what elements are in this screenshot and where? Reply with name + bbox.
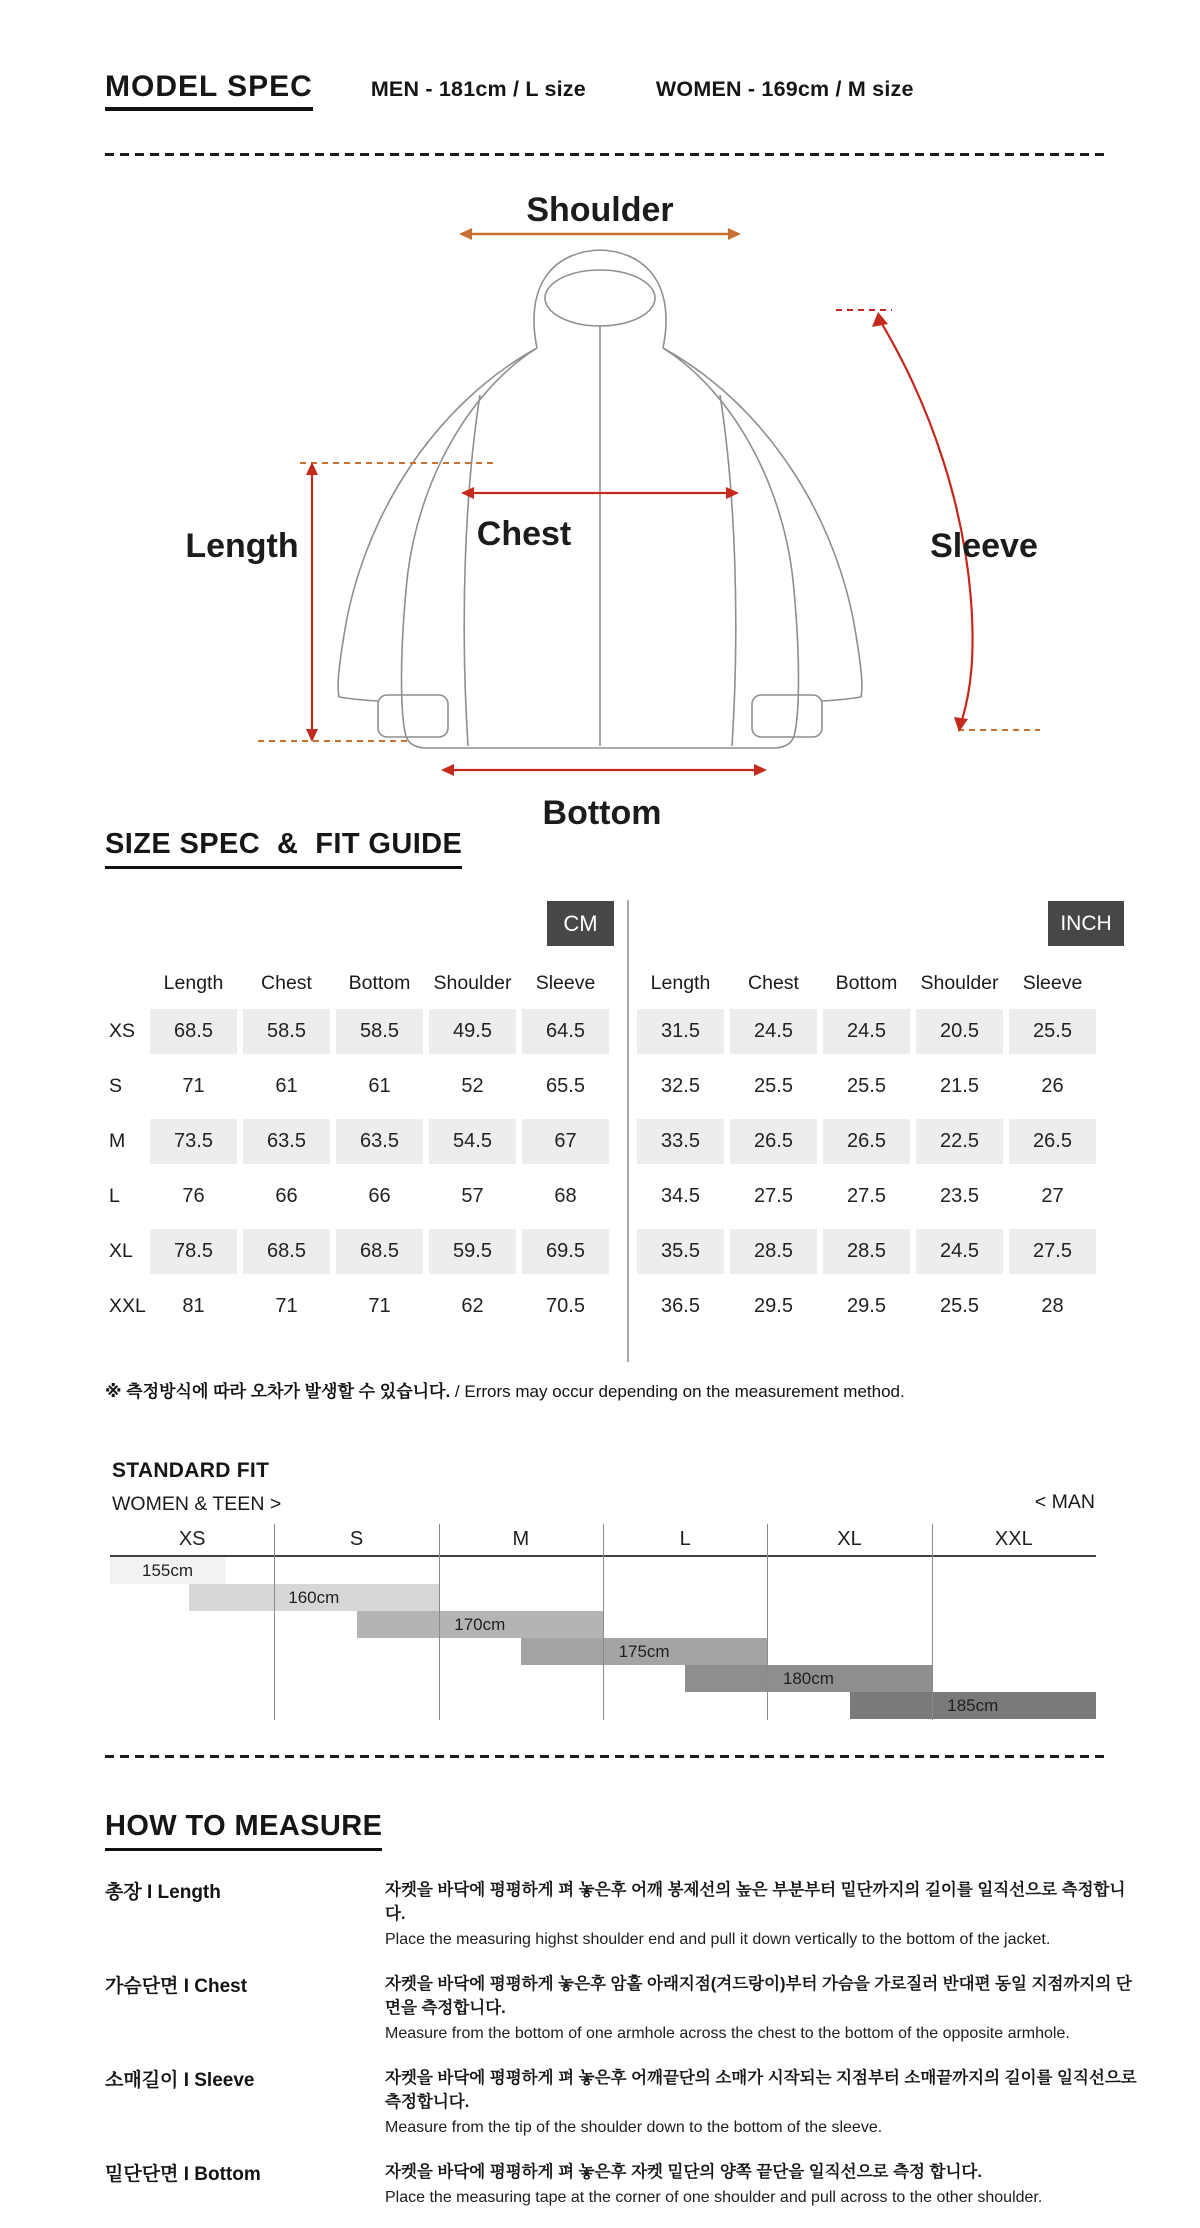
size-value: 25.5 — [847, 1075, 886, 1097]
measure-row-label: 가슴단면 I Chest — [105, 1976, 248, 1997]
measure-row-label: 소매길이 I Sleeve — [105, 2070, 255, 2091]
size-value-cell — [727, 1224, 820, 1279]
size-label: XL — [109, 1240, 133, 1262]
size-label: S — [109, 1075, 123, 1097]
size-value-cell — [913, 1279, 1006, 1334]
jacket-diagram — [0, 190, 1200, 840]
size-value-cell — [426, 1114, 519, 1169]
fit-chart-column-divider — [767, 1524, 768, 1720]
size-value: 52 — [461, 1075, 484, 1097]
column-header: Chest — [748, 971, 799, 994]
size-value: 66 — [368, 1185, 391, 1207]
size-value: 69.5 — [522, 1229, 609, 1274]
table-row — [634, 1059, 1099, 1114]
size-value-cell — [519, 1114, 612, 1169]
cm-unit-badge: CM — [547, 901, 614, 946]
measure-row — [105, 2158, 1140, 2207]
table-row — [634, 1224, 1099, 1279]
fit-chart-bars — [110, 1557, 1096, 1720]
model-spec-men: MEN - 181cm / L size — [370, 77, 586, 101]
size-value-cell — [820, 1224, 913, 1279]
shoulder-arrow-icon — [459, 228, 741, 240]
size-value: 24.5 — [823, 1009, 910, 1054]
size-value: 35.5 — [637, 1229, 724, 1274]
size-value: 22.5 — [916, 1119, 1003, 1164]
measure-row-description — [385, 1876, 1140, 1949]
measure-row-korean-text: 자켓을 바닥에 평평하게 펴 놓은후 어깨 봉제선의 높은 부분부터 밑단까지의 길이를 일직선으로 측정합니다. — [385, 1881, 1126, 1923]
size-value: 59.5 — [429, 1229, 516, 1274]
measurement-note-en: / Errors may occur depending on the measurement method. — [454, 1382, 905, 1401]
size-value-cell — [426, 1224, 519, 1279]
dashed-divider-top — [105, 153, 1110, 156]
measure-row-korean-text: 자켓을 바닥에 평평하게 펴 놓은후 자켓 밑단의 양쪽 끝단을 일직선으로 측정 합니다. — [385, 2163, 982, 2181]
size-label: XS — [109, 1020, 136, 1042]
measure-row-english-text: Place the measuring tape at the corner of one shoulder and pull across to the other shoulder. — [385, 2189, 1043, 2206]
size-value: 57 — [461, 1185, 484, 1207]
column-header: Shoulder — [920, 971, 999, 994]
diagram-label-bottom: Bottom — [542, 794, 662, 832]
size-value: 71 — [368, 1295, 391, 1317]
measure-row-english-text: Measure from the tip of the shoulder down to the bottom of the sleeve. — [385, 2119, 883, 2136]
jacket-outline-icon — [338, 250, 862, 748]
fit-chart-column-divider — [439, 1524, 440, 1720]
size-value: 63.5 — [243, 1119, 330, 1164]
size-value: 24.5 — [730, 1009, 817, 1054]
size-value-cell — [147, 1004, 240, 1059]
diagram-label-length: Length — [185, 527, 299, 565]
size-value: 68.5 — [336, 1229, 423, 1274]
size-value-cell — [820, 1169, 913, 1224]
size-value-cell — [240, 1059, 333, 1114]
size-value: 67 — [522, 1119, 609, 1164]
size-value-cell — [519, 1224, 612, 1279]
fit-chart-size-label: M — [512, 1528, 530, 1550]
size-value-cell — [147, 1224, 240, 1279]
size-value: 28.5 — [823, 1229, 910, 1274]
size-value-cell — [820, 1059, 913, 1114]
model-spec-women: WOMEN - 169cm / M size — [655, 77, 914, 101]
fit-chart-column-divider — [932, 1524, 933, 1720]
size-value: 28 — [1041, 1295, 1064, 1317]
column-header: Bottom — [348, 971, 411, 994]
size-value: 49.5 — [429, 1009, 516, 1054]
size-value: 65.5 — [546, 1075, 585, 1097]
size-value: 68.5 — [150, 1009, 237, 1054]
size-value-cell — [519, 1169, 612, 1224]
measurement-note-kr: ※ 측정방식에 따라 오차가 발생할 수 있습니다. — [105, 1382, 451, 1401]
table-row — [103, 1004, 612, 1059]
dashed-divider-bottom — [105, 1755, 1110, 1758]
fit-chart — [110, 1524, 1096, 1720]
size-value-cell — [333, 1224, 426, 1279]
size-value-cell — [913, 1059, 1006, 1114]
size-value: 76 — [182, 1185, 205, 1207]
model-spec-section — [105, 70, 914, 111]
length-arrow-icon — [258, 462, 495, 742]
measure-row — [105, 2064, 1140, 2137]
size-value-cell — [820, 1279, 913, 1334]
size-value-cell — [820, 1004, 913, 1059]
fit-chart-bar — [189, 1584, 439, 1611]
size-value: 27.5 — [1009, 1229, 1096, 1274]
size-value: 29.5 — [847, 1295, 886, 1317]
fit-chart-bar-label: 160cm — [288, 1587, 340, 1607]
measure-row-description — [385, 2064, 1140, 2137]
fit-chart-bar — [521, 1638, 768, 1665]
size-value-cell — [519, 1279, 612, 1334]
size-value-cell — [634, 1004, 727, 1059]
size-value-cell — [634, 1114, 727, 1169]
size-label: M — [109, 1130, 126, 1152]
fit-chart-size-label: XS — [178, 1528, 206, 1550]
fit-chart-bar — [357, 1611, 604, 1638]
size-value-cell — [240, 1114, 333, 1169]
size-value-cell — [913, 1169, 1006, 1224]
size-value-cell — [426, 1004, 519, 1059]
fit-chart-size-label: XL — [837, 1528, 862, 1550]
measure-row-english-text: Measure from the bottom of one armhole across the chest to the bottom of the opposite armhole. — [385, 2025, 1070, 2042]
size-value-cell — [634, 1279, 727, 1334]
measure-row-korean-text: 자켓을 바닥에 평평하게 펴 놓은후 어깨끝단의 소매가 시작되는 지점부터 소매끝까지의 길이를 일직선으로 측정합니다. — [385, 2069, 1137, 2111]
column-header: Length — [650, 971, 711, 994]
size-value-cell — [426, 1279, 519, 1334]
fit-chart-bar — [110, 1557, 225, 1584]
table-row — [103, 1279, 612, 1334]
size-value: 63.5 — [336, 1119, 423, 1164]
size-value: 78.5 — [150, 1229, 237, 1274]
table-header-row — [103, 962, 612, 1004]
fit-chart-bar-label: 175cm — [618, 1641, 670, 1661]
table-row — [634, 1169, 1099, 1224]
size-value: 71 — [275, 1295, 298, 1317]
size-value: 27.5 — [754, 1185, 793, 1207]
measure-row — [105, 1970, 1140, 2043]
fit-chart-bar-label: 185cm — [947, 1695, 999, 1715]
size-value-cell — [634, 1059, 727, 1114]
fit-chart-bar — [685, 1665, 932, 1692]
standard-fit-women-label: WOMEN & TEEN > — [112, 1493, 282, 1515]
column-header: Shoulder — [433, 971, 512, 994]
size-value: 23.5 — [940, 1185, 979, 1207]
size-value-cell — [333, 1114, 426, 1169]
column-header: Sleeve — [535, 971, 596, 994]
size-value: 64.5 — [522, 1009, 609, 1054]
size-value: 27.5 — [847, 1185, 886, 1207]
size-value-cell — [333, 1279, 426, 1334]
size-value: 24.5 — [916, 1229, 1003, 1274]
size-value: 68 — [554, 1185, 577, 1207]
size-value-cell — [727, 1279, 820, 1334]
size-value: 29.5 — [754, 1295, 793, 1317]
size-value: 58.5 — [336, 1009, 423, 1054]
size-value: 34.5 — [661, 1185, 700, 1207]
fit-chart-size-label: L — [679, 1528, 691, 1550]
table-row — [634, 1004, 1099, 1059]
size-value: 73.5 — [150, 1119, 237, 1164]
size-value-cell — [147, 1059, 240, 1114]
size-value: 66 — [275, 1185, 298, 1207]
size-value-cell — [727, 1169, 820, 1224]
size-value: 26.5 — [823, 1119, 910, 1164]
fit-chart-column-divider — [603, 1524, 604, 1720]
size-value: 70.5 — [546, 1295, 585, 1317]
size-value-cell — [727, 1114, 820, 1169]
size-value-cell — [913, 1114, 1006, 1169]
size-value: 21.5 — [940, 1075, 979, 1097]
size-value: 71 — [182, 1075, 205, 1097]
corner-cell — [103, 962, 147, 1004]
model-spec-title: MODEL SPEC — [105, 70, 313, 111]
size-value-cell — [1006, 1004, 1099, 1059]
size-table-inch — [634, 962, 1099, 1334]
size-table-cm — [103, 962, 612, 1334]
standard-fit-man-label: < MAN — [1034, 1491, 1095, 1513]
size-value-cell — [333, 1059, 426, 1114]
table-row — [103, 1224, 612, 1279]
size-value: 81 — [182, 1295, 205, 1317]
size-value-cell — [1006, 1114, 1099, 1169]
column-header: Chest — [261, 971, 312, 994]
column-header: Bottom — [835, 971, 898, 994]
size-label: XXL — [109, 1295, 146, 1317]
size-value: 62 — [461, 1295, 484, 1317]
size-value-cell — [240, 1224, 333, 1279]
size-value: 25.5 — [1009, 1009, 1096, 1054]
measure-row-description — [385, 2158, 1140, 2207]
size-value-cell — [519, 1004, 612, 1059]
size-value-cell — [147, 1114, 240, 1169]
size-spec-heading: SIZE SPEC & FIT GUIDE — [105, 828, 462, 869]
size-value: 61 — [275, 1075, 298, 1097]
size-value: 27 — [1041, 1185, 1064, 1207]
measure-row-label: 밑단단면 I Bottom — [105, 2164, 261, 2185]
size-value: 32.5 — [661, 1075, 700, 1097]
size-value: 58.5 — [243, 1009, 330, 1054]
size-value-cell — [634, 1169, 727, 1224]
size-value-cell — [1006, 1279, 1099, 1334]
size-value-cell — [426, 1059, 519, 1114]
diagram-label-chest: Chest — [476, 515, 572, 553]
measure-row — [105, 1876, 1140, 1949]
fit-chart-size-label: XXL — [994, 1528, 1033, 1550]
size-value-cell — [240, 1169, 333, 1224]
size-value-cell — [913, 1004, 1006, 1059]
diagram-label-sleeve: Sleeve — [930, 527, 1038, 565]
size-value: 31.5 — [637, 1009, 724, 1054]
table-row — [103, 1169, 612, 1224]
fit-chart-size-label: S — [349, 1528, 364, 1550]
diagram-label-shoulder: Shoulder — [526, 191, 674, 229]
size-value: 26.5 — [730, 1119, 817, 1164]
size-value-cell — [1006, 1169, 1099, 1224]
fit-chart-bar-label: 155cm — [142, 1560, 194, 1580]
size-value: 26 — [1041, 1075, 1064, 1097]
table-row — [634, 1114, 1099, 1169]
column-header: Sleeve — [1022, 971, 1083, 994]
size-value: 25.5 — [940, 1295, 979, 1317]
measurement-note — [105, 1377, 905, 1402]
size-value: 54.5 — [429, 1119, 516, 1164]
how-to-measure-heading: HOW TO MEASURE — [105, 1810, 382, 1851]
size-value: 25.5 — [754, 1075, 793, 1097]
measure-row-description — [385, 1970, 1140, 2043]
size-value: 20.5 — [916, 1009, 1003, 1054]
size-value: 33.5 — [637, 1119, 724, 1164]
size-value-cell — [426, 1169, 519, 1224]
fit-chart-column-divider — [274, 1524, 275, 1720]
size-value: 26.5 — [1009, 1119, 1096, 1164]
bottom-arrow-icon — [441, 764, 767, 776]
size-value-cell — [333, 1004, 426, 1059]
size-value-cell — [147, 1169, 240, 1224]
size-value: 68.5 — [243, 1229, 330, 1274]
size-value: 28.5 — [730, 1229, 817, 1274]
size-value-cell — [913, 1224, 1006, 1279]
measure-row-label: 총장 I Length — [105, 1882, 221, 1903]
size-value-cell — [1006, 1059, 1099, 1114]
size-value-cell — [519, 1059, 612, 1114]
size-value-cell — [333, 1169, 426, 1224]
size-value-cell — [727, 1004, 820, 1059]
column-header: Length — [163, 971, 224, 994]
sleeve-arrow-icon — [836, 310, 1040, 732]
size-label: L — [109, 1185, 120, 1207]
measure-row-english-text: Place the measuring highst shoulder end and pull it down vertically to the bottom of the jacket. — [385, 1931, 1051, 1948]
fit-chart-bar-label: 180cm — [782, 1668, 834, 1688]
size-value: 36.5 — [661, 1295, 700, 1317]
size-value-cell — [727, 1059, 820, 1114]
measure-row-korean-text: 자켓을 바닥에 평평하게 놓은후 암홀 아래지점(겨드랑이)부터 가슴을 가로질러 반대편 동일 지점까지의 단면을 측정합니다. — [385, 1975, 1132, 2017]
size-value-cell — [240, 1279, 333, 1334]
size-value-cell — [147, 1279, 240, 1334]
fit-chart-bar-label: 170cm — [454, 1614, 506, 1634]
size-value-cell — [820, 1114, 913, 1169]
fit-chart-bar — [850, 1692, 1097, 1719]
table-divider — [627, 900, 629, 1362]
inch-unit-badge: INCH — [1048, 901, 1124, 946]
table-row — [103, 1059, 612, 1114]
size-value-cell — [240, 1004, 333, 1059]
table-header-row — [634, 962, 1099, 1004]
table-row — [634, 1279, 1099, 1334]
size-value-cell — [1006, 1224, 1099, 1279]
standard-fit-title: STANDARD FIT — [112, 1459, 270, 1482]
how-to-measure-rows — [105, 1876, 1140, 2228]
table-row — [103, 1114, 612, 1169]
size-value: 61 — [368, 1075, 391, 1097]
size-value-cell — [634, 1224, 727, 1279]
